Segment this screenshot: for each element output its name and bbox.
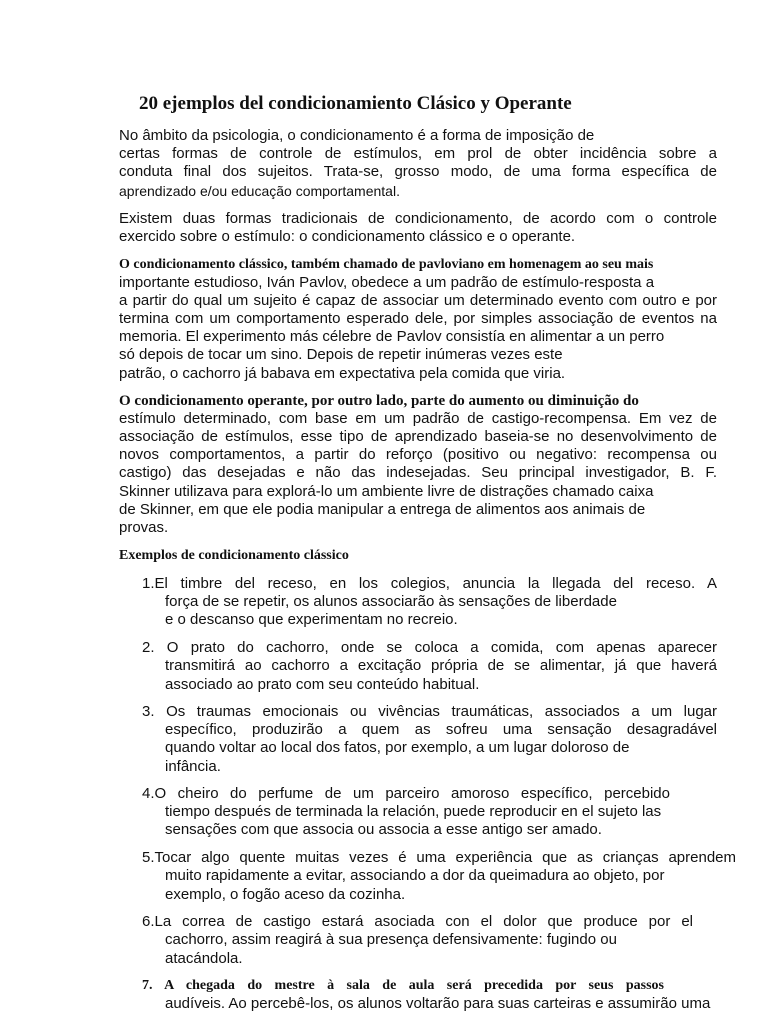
intro-line: conduta final dos sujeitos. Trata-se, grosso modo, de uma forma específica de	[119, 163, 717, 180]
classical-lead-line: O condicionamento clássico, também chamado de pavloviano em homenagem ao seu mais	[119, 257, 654, 272]
example-line: 1.El timbre del receso, en los colegios, anuncia la llegada del receso. A	[142, 575, 717, 592]
intro-line: certas formas de controle de estímulos, em prol de obter incidência sobre a	[119, 145, 717, 162]
paragraph-line: castigo) das desejadas e não das indesejadas. Seu principal investigador, B. F.	[119, 464, 717, 481]
paragraph-line: de Skinner, em que ele podia manipular a entrega de alimentos aos animais de	[119, 501, 646, 518]
example-line: 7. A chegada do mestre à sala de aula será precedida por seus passos	[142, 978, 664, 993]
example-line: 3. Os traumas emocionais ou vivências traumáticas, associados a um lugar	[142, 703, 717, 720]
example-line: 5.Tocar algo quente muitas vezes é uma experiência que as crianças aprendem	[142, 849, 736, 866]
paragraph-line: exercido sobre o estímulo: o condicionamento clássico e o operante.	[119, 228, 576, 245]
example-line: 4.O cheiro do perfume de um parceiro amoroso específico, percebido	[142, 785, 670, 802]
example-line: e o descanso que experimentam no recreio.	[165, 611, 458, 628]
paragraph-line: só depois de tocar um sino. Depois de repetir inúmeras vezes este	[119, 346, 563, 363]
example-line: audíveis. Ao percebê-los, os alunos voltarão para suas carteiras e assumirão uma	[165, 995, 711, 1012]
example-line: 6.La correa de castigo estará asociada con el dolor que produce por el	[142, 913, 693, 930]
examples-heading: Exemplos de condicionamento clássico	[119, 548, 349, 563]
paragraph-line: patrão, o cachorro já babava em expectativa pela comida que viria.	[119, 365, 566, 382]
paragraph-line: termina com um comportamento esperado dele, por simples associação de eventos na	[119, 310, 717, 327]
paragraph-line: a partir do qual um sujeito é capaz de associar um determinado evento com outro e por	[119, 292, 717, 309]
paragraph-line: memoria. El experimento más célebre de Pavlov consistía en alimentar a un perro	[119, 328, 665, 345]
paragraph-line: provas.	[119, 519, 169, 536]
example-line: força de se repetir, os alunos associarão às sensações de liberdade	[165, 593, 617, 610]
example-line: sensações com que associa ou associa a esse antigo ser amado.	[165, 821, 602, 838]
document-title: 20 ejemplos del condicionamiento Clásico y Operante	[139, 93, 572, 114]
paragraph-line: novos comportamentos, a partir do reforço (positivo ou negativo: recompensa ou	[119, 446, 717, 463]
example-line: exemplo, o fogão aceso da cozinha.	[165, 886, 406, 903]
example-line: 2. O prato do cachorro, onde se coloca a comida, com apenas aparecer	[142, 639, 717, 656]
example-line: associado ao prato com seu conteúdo habitual.	[165, 676, 480, 693]
paragraph-line: Existem duas formas tradicionais de condicionamento, de acordo com o controle	[119, 210, 717, 227]
paragraph-line: estímulo determinado, com base em um padrão de castigo-recompensa. Em vez de	[119, 410, 717, 427]
example-line: transmitirá ao cachorro a excitação própria de se alimentar, já que haverá	[165, 657, 717, 674]
example-line: quando voltar ao local dos fatos, por exemplo, a um lugar doloroso de	[165, 739, 630, 756]
example-line: cachorro, assim reagirá à sua presença defensivamente: fugindo ou	[165, 931, 617, 948]
example-line: tiempo después de terminada la relación, puede reproducir en el sujeto las	[165, 803, 662, 820]
example-line: específico, produzirão a quem as sofreu uma sensação desagradável	[165, 721, 717, 738]
paragraph-line: associação de estímulos, esse tipo de aprendizado baseia-se no desenvolvimento de	[119, 428, 717, 445]
intro-line: No âmbito da psicologia, o condicionamento é a forma de imposição de	[119, 127, 595, 144]
paragraph-line: importante estudioso, Iván Pavlov, obedece a um padrão de estímulo-resposta a	[119, 274, 655, 291]
paragraph-line: Skinner utilizava para explorá-lo um ambiente livre de distrações chamado caixa	[119, 483, 654, 500]
example-line: muito rapidamente a evitar, associando a dor da queimadura ao objeto, por	[165, 867, 665, 884]
example-line: atacándola.	[165, 950, 243, 967]
example-line: infância.	[165, 758, 221, 775]
intro-line: aprendizado e/ou educação comportamental.	[119, 183, 400, 199]
operant-lead-line: O condicionamento operante, por outro lado, parte do aumento ou diminuição do	[119, 393, 639, 409]
